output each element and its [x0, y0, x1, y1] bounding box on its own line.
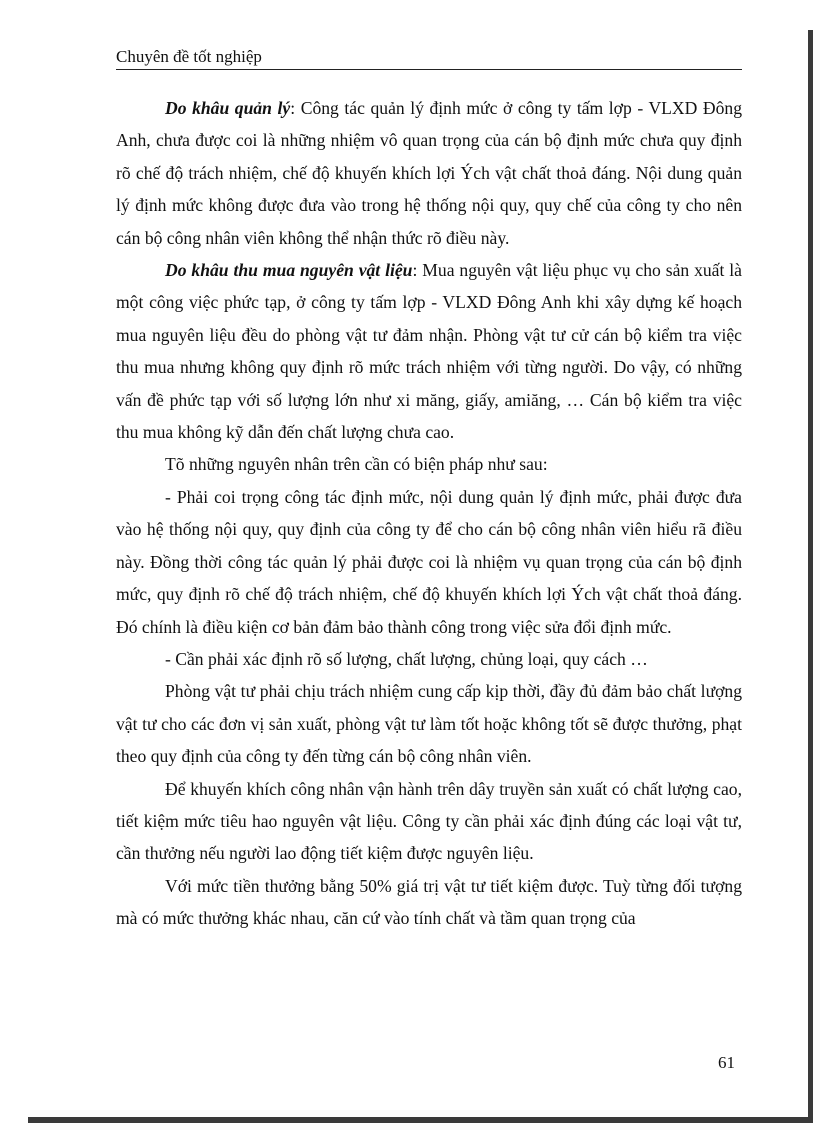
paragraph-management-stage [116, 92, 742, 254]
paragraph-purchasing-stage [116, 254, 742, 448]
running-header: Chuyên đề tốt nghiệp [116, 46, 742, 70]
document-body [116, 92, 742, 935]
paragraph-solution-item: - Phải coi trọng công tác định mức, nội dung quản lý định mức, phải được đưa vào hệ thống nội quy, quy định của công ty để cho cán bộ công nhân viên hiểu rã điều này. Đồng thời công tác quản lý phải được coi là nhiệm vụ quan trọng của cán bộ định mức, quy định rõ chế độ trách nhiệm, chế độ khuyến khích lợi Ých vật chất thoả đáng. Đó chính là điều kiện cơ bản đảm bảo thành công trong việc sửa đổi định mức. [116, 486, 742, 637]
paragraph-lead-heading: Do khâu quản lý [165, 98, 291, 118]
paragraph-body: Với mức tiền thưởng bằng 50% giá trị vật tư tiết kiệm được. Tuỳ từng đối tượng mà có mức thưởng khác nhau, căn cứ vào tính chất và tầm quan trọng của [116, 875, 742, 929]
paragraph-solution-item: - Cần phải xác định rõ số lượng, chất lượng, chủng loại, quy cách … [165, 648, 648, 669]
page-number: 61 [718, 1053, 735, 1072]
page-frame-bottom-border [28, 1117, 813, 1123]
page-frame-right-border [808, 30, 813, 1123]
paragraph-body: Phòng vật tư phải chịu trách nhiệm cung cấp kịp thời, đầy đủ đảm bảo chất lượng vật tư cho các đơn vị sản xuất, phòng vật tư làm tốt hoặc không tốt sẽ được thưởng, phạt theo quy định của công ty đến từng cán bộ công nhân viên. [116, 681, 742, 767]
paragraph-text: : Mua nguyên vật liệu phục vụ cho sản xuất là một công việc phức tạp, ở công ty tấm lợp - VLXD Đông Anh khi xây dựng kế hoạch mua nguyên liệu đều do phòng vật tư đảm nhận. Phòng vật tư cử cán bộ kiểm tra việc thu mua nhưng không quy định rõ mức trách nhiệm với từng người. Do vậy, có những vấn đề phức tạp với số lượng lớn như xi măng, giấy, amiăng, … Cán bộ kiểm tra việc thu mua không kỹ dẫn đến chất lượng chưa cao. [116, 260, 742, 443]
paragraph-body: Để khuyến khích công nhân vận hành trên dây truyền sản xuất có chất lượng cao, tiết kiệm mức tiêu hao nguyên vật liệu. Công ty cần phải xác định đúng các loại vật tư, cần thưởng nếu người lao động tiết kiệm được nguyên liệu. [116, 778, 742, 864]
paragraph-text: : Công tác quản lý định mức ở công ty tấm lợp - VLXD Đông Anh, chưa được coi là những nhiệm vô quan trọng của cán bộ định mức chưa quy định rõ chế độ trách nhiệm, chế độ khuyến khích lợi Ých vật chất thoả đáng. Nội dung quản lý định mức không được đưa vào trong hệ thống nội quy, quy chế của công ty cho nên cán bộ công nhân viên không thể nhận thức rõ điều này. [116, 98, 742, 248]
paragraph-lead-heading: Do khâu thu mua nguyên vật liệu [165, 260, 413, 281]
paragraph-solutions-intro: Tõ những nguyên nhân trên cần có biện pháp như sau: [165, 454, 548, 475]
